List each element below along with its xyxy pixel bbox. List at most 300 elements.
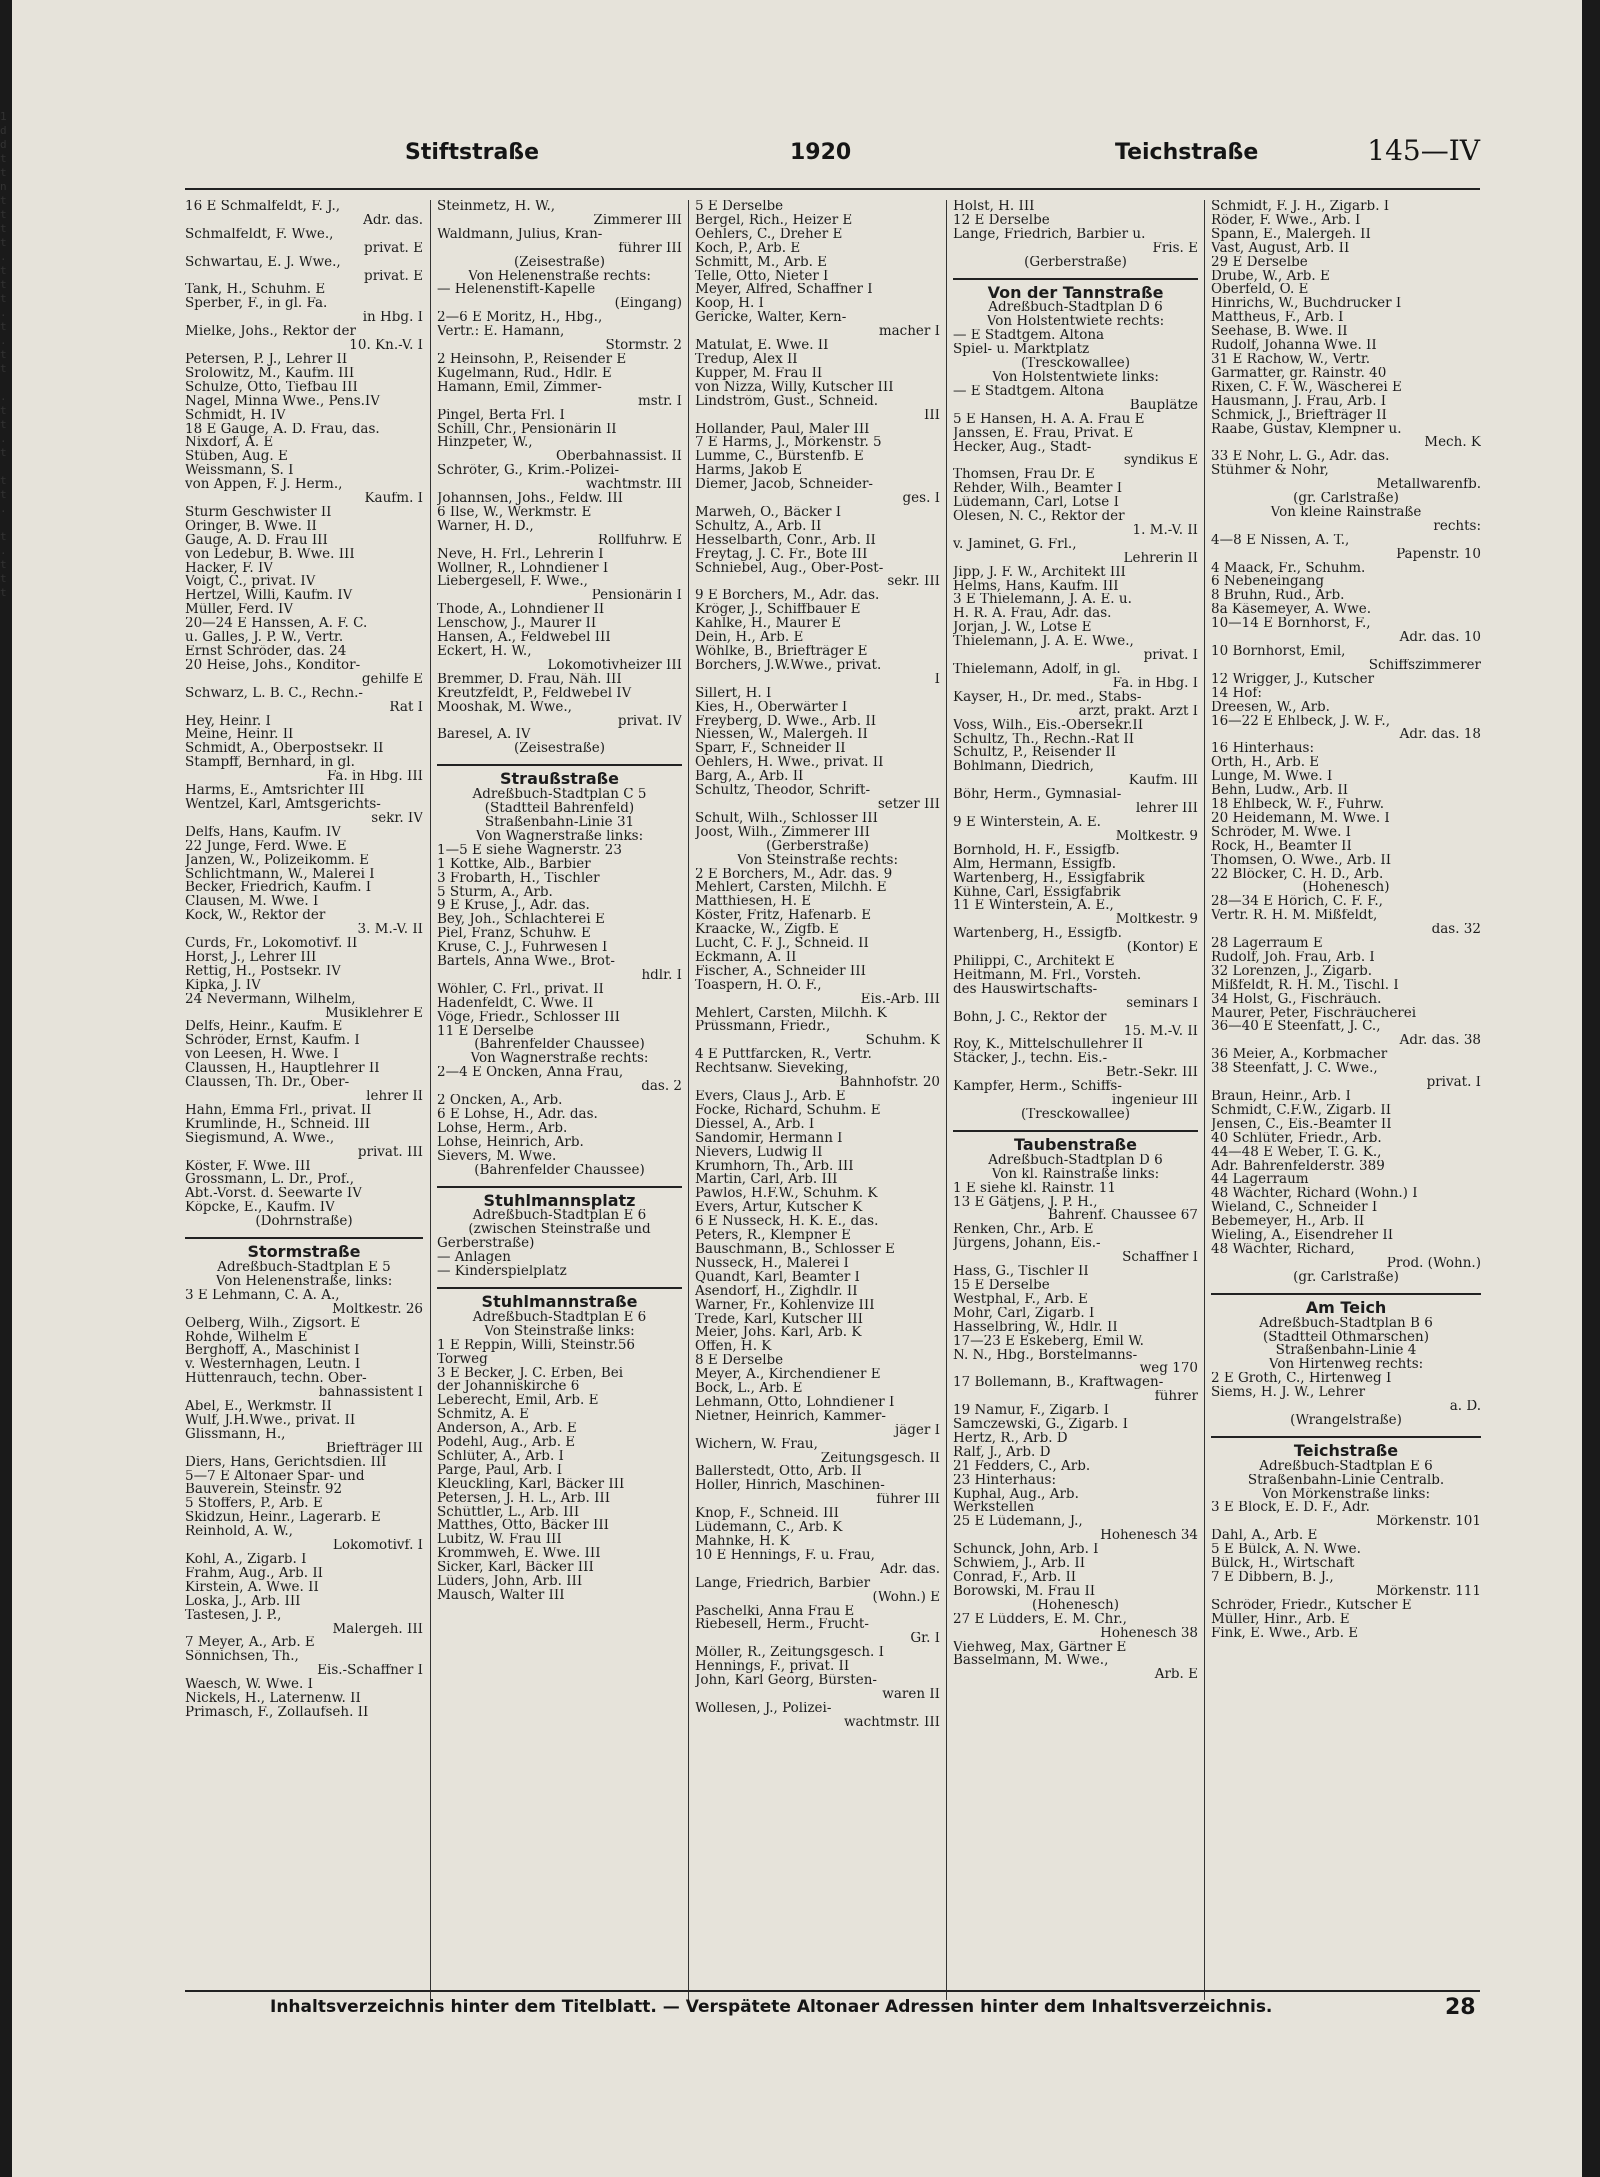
directory-entry: Kruse, C. J., Fuhrwesen I bbox=[437, 941, 608, 956]
directory-entry: 12 Wrigger, J., Kutscher bbox=[1211, 672, 1375, 687]
page-header bbox=[185, 134, 1480, 180]
directory-entry: Waesch, W. Wwe. I bbox=[185, 1678, 313, 1693]
directory-entry: Adr. das. 38 bbox=[1399, 1034, 1481, 1049]
directory-entry: das. 2 bbox=[641, 1080, 682, 1095]
directory-entry: Evers, Artur, Kutscher K bbox=[695, 1201, 863, 1216]
street-note: (Tresckowallee) bbox=[1021, 357, 1130, 371]
directory-entry: Vertr.: E. Hamann, bbox=[437, 325, 565, 340]
directory-entry: Tank, H., Schuhm. E bbox=[185, 283, 326, 298]
directory-entry: Drube, W., Arb. E bbox=[1211, 269, 1330, 284]
directory-entry: Wollner, R., Lohndiener I bbox=[437, 561, 609, 576]
street-note: Adreßbuch-Stadtplan E 6 bbox=[1259, 1459, 1433, 1474]
street-note: (gr. Carlstraße) bbox=[1293, 492, 1399, 506]
street-note: Adreßbuch-Stadtplan D 6 bbox=[988, 301, 1163, 316]
directory-entry: Piel, Franz, Schuhw. E bbox=[437, 927, 591, 942]
directory-entry: Riebesell, Herm., Frucht- bbox=[695, 1618, 869, 1633]
directory-entry: Mißfeldt, R. H. M., Tischl. I bbox=[1211, 978, 1399, 993]
directory-entry: Malergeh. III bbox=[332, 1622, 423, 1637]
street-note: (Bahrenfelder Chaussee) bbox=[474, 1163, 645, 1178]
directory-entry: Rollfuhrw. E bbox=[597, 533, 682, 548]
directory-entry: 3 E Thielemann, J. A. E. u. bbox=[953, 593, 1132, 608]
directory-entry: 44—48 E Weber, T. G. K., bbox=[1211, 1145, 1382, 1160]
directory-entry: Briefträger III bbox=[326, 1441, 423, 1456]
directory-entry: Adr. das. 18 bbox=[1399, 728, 1481, 743]
directory-entry: Neve, H. Frl., Lehrerin I bbox=[437, 547, 604, 562]
directory-entry: 17 Bollemann, B., Kraftwagen- bbox=[953, 1376, 1164, 1391]
directory-entry: macher I bbox=[878, 325, 940, 340]
directory-entry: Adr. Bahrenfelderstr. 389 bbox=[1211, 1159, 1385, 1174]
directory-entry: 48 Wächter, Richard (Wohn.) I bbox=[1211, 1187, 1418, 1202]
directory-entry: Niessen, W., Malergeh. II bbox=[695, 728, 868, 743]
directory-entry: Schmidt, F. J. H., Zigarb. I bbox=[1211, 200, 1390, 214]
directory-entry: Delfs, Hans, Kaufm. IV bbox=[185, 825, 341, 840]
directory-entry: seminars I bbox=[1126, 996, 1198, 1011]
directory-entry: Nietner, Heinrich, Kammer- bbox=[695, 1409, 886, 1424]
directory-entry: Papenstr. 10 bbox=[1396, 547, 1481, 562]
directory-entry: Hass, G., Tischler II bbox=[953, 1265, 1089, 1279]
street-note: (Dohrnstraße) bbox=[255, 1215, 353, 1230]
directory-entry: Rudolf, Johanna Wwe. II bbox=[1211, 339, 1377, 353]
directory-entry: Metallwarenfb. bbox=[1376, 478, 1481, 493]
directory-entry: Basselmann, M. Wwe., bbox=[953, 1654, 1109, 1669]
directory-entry: Wartenberg, H., Essigfabrik bbox=[953, 871, 1145, 886]
directory-entry: Nixdorf, A. E bbox=[185, 436, 274, 451]
directory-entry: Asendorf, H., Zighdlr. II bbox=[695, 1284, 858, 1299]
column-1 bbox=[185, 200, 423, 2000]
street-note: Von Holstentwiete links: bbox=[992, 370, 1159, 385]
directory-entry: 5 Sturm, A., Arb. bbox=[437, 885, 553, 900]
directory-entry: Parge, Paul, Arb. I bbox=[437, 1463, 563, 1478]
directory-entry: Koop, H. I bbox=[695, 297, 764, 312]
directory-entry: rechts: bbox=[1433, 519, 1481, 534]
column-divider bbox=[688, 200, 689, 2000]
directory-entry: ingenieur III bbox=[1111, 1094, 1198, 1108]
directory-entry: von Ledebur, B. Wwe. III bbox=[185, 547, 355, 562]
directory-entry: privat. IV bbox=[617, 714, 682, 729]
directory-entry: Kohl, A., Zigarb. I bbox=[185, 1553, 307, 1567]
street-heading: Stuhlmannstraße bbox=[437, 1287, 682, 1309]
directory-entry: Gauge, A. D. Frau III bbox=[185, 533, 328, 548]
directory-entry: 1 E Reppin, Willi, Steinstr.56 bbox=[437, 1338, 636, 1353]
directory-entry: 11 E Winterstein, A. E., bbox=[953, 899, 1114, 914]
directory-entry: Stormstr. 2 bbox=[605, 339, 682, 353]
street-heading: Teichstraße bbox=[1211, 1436, 1481, 1458]
directory-entry: Eckmann, A. II bbox=[695, 950, 797, 965]
directory-entry: Kock, W., Rektor der bbox=[185, 909, 326, 924]
directory-entry: Krumlinde, H., Schneid. III bbox=[185, 1117, 370, 1132]
directory-entry: Lokomotivheizer III bbox=[547, 658, 682, 673]
directory-entry: Tastesen, J. P., bbox=[185, 1608, 282, 1623]
directory-entry: Telle, Otto, Nieter I bbox=[695, 269, 829, 284]
directory-entry: 48 Wächter, Richard, bbox=[1211, 1242, 1355, 1257]
directory-entry: Offen, H. K bbox=[695, 1340, 772, 1355]
directory-entry: Hinrichs, W., Buchdrucker I bbox=[1211, 297, 1402, 312]
directory-entry: weg 170 bbox=[1139, 1362, 1198, 1377]
directory-entry: 18 Ehlbeck, W. F., Fuhrw. bbox=[1211, 797, 1384, 812]
directory-entry: 8 E Derselbe bbox=[695, 1354, 784, 1369]
column-divider bbox=[1204, 200, 1205, 2000]
directory-entry: Schultz, P., Reisender II bbox=[953, 746, 1116, 761]
directory-entry: 2 Heinsohn, P., Reisender E bbox=[437, 352, 627, 367]
directory-entry: Meier, Johs. Karl, Arb. K bbox=[695, 1326, 862, 1341]
directory-entry: führer III bbox=[876, 1493, 940, 1508]
directory-entry: Schultz, A., Arb. II bbox=[695, 519, 822, 534]
directory-entry: Mech. K bbox=[1424, 436, 1481, 451]
street-note: (zwischen Steinstraße und bbox=[468, 1223, 651, 1238]
directory-entry: Lindström, Gust., Schneid. bbox=[695, 394, 879, 409]
directory-entry: Evers, Claus J., Arb. E bbox=[695, 1090, 846, 1104]
directory-entry: Janssen, E. Frau, Privat. E bbox=[953, 426, 1134, 441]
directory-entry: Paschelki, Anna Frau E bbox=[695, 1604, 855, 1619]
directory-entry: Schiffszimmerer bbox=[1368, 658, 1481, 673]
directory-entry: Skidzun, Heinr., Lagerarb. E bbox=[185, 1511, 381, 1526]
directory-entry: 36 Meier, A., Korbmacher bbox=[1211, 1048, 1388, 1063]
column-4 bbox=[953, 200, 1198, 2000]
directory-entry: Zeitungsgesch. II bbox=[820, 1451, 940, 1466]
directory-entry: Lüders, John, Arb. III bbox=[437, 1575, 583, 1589]
directory-entry: 1 E siehe kl. Rainstr. 11 bbox=[953, 1181, 1116, 1196]
directory-entry: Hey, Heinr. I bbox=[185, 714, 271, 729]
directory-entry: Focke, Richard, Schuhm. E bbox=[695, 1103, 881, 1118]
directory-entry: Kreutzfeldt, P., Feldwebel IV bbox=[437, 686, 632, 701]
directory-entry: Tredup, Alex II bbox=[695, 352, 798, 367]
directory-entry: Siems, H. J. W., Lehrer bbox=[1211, 1386, 1366, 1401]
directory-entry: Toaspern, H. O. F., bbox=[695, 978, 822, 993]
directory-entry: Bahrenf. Chaussee 67 bbox=[1048, 1209, 1198, 1224]
directory-entry: 17—23 E Eskeberg, Emil W. bbox=[953, 1334, 1144, 1349]
footer-note: Inhaltsverzeichnis hinter dem Titelblatt. — Verspätete Altonaer Adressen hinter dem Inhaltsverzeichnis. bbox=[270, 1997, 1273, 2017]
directory-entry: 9 E Borchers, M., Adr. das. bbox=[695, 589, 880, 604]
street-note: (Tresckowallee) bbox=[1021, 1108, 1130, 1122]
directory-entry: a. D. bbox=[1449, 1400, 1481, 1414]
street-note: Adreßbuch-Stadtplan C 5 bbox=[472, 788, 647, 803]
directory-entry: Abt.-Vorst. d. Seewarte IV bbox=[185, 1187, 363, 1202]
directory-entry: Jipp, J. F. W., Architekt III bbox=[953, 565, 1126, 580]
street-note: Straßenbahn-Linie 4 bbox=[1275, 1344, 1417, 1359]
directory-entry: Moltkestr. 9 bbox=[1115, 913, 1198, 928]
directory-entry: Mohr, Carl, Zigarb. I bbox=[953, 1306, 1095, 1321]
directory-entry: Schaffner I bbox=[1122, 1251, 1198, 1266]
directory-entry: gehilfe E bbox=[361, 672, 423, 687]
directory-entry: Rixen, C. F. W., Wäscherei E bbox=[1211, 380, 1402, 395]
directory-entry: 34 Holst, G., Fischräuch. bbox=[1211, 992, 1382, 1007]
directory-entry: Wieland, C., Schneider I bbox=[1211, 1201, 1378, 1216]
directory-entry: 10 Bornhorst, Emil, bbox=[1211, 645, 1346, 659]
directory-entry: Mattheus, F., Arb. I bbox=[1211, 311, 1344, 326]
directory-entry: Matulat, E. Wwe. II bbox=[695, 339, 829, 353]
directory-entry: Bohn, J. C., Rektor der bbox=[953, 1010, 1107, 1025]
directory-entry: Lubitz, W. Frau III bbox=[437, 1533, 562, 1548]
directory-entry: 25 E Lüdemann, J., bbox=[953, 1515, 1083, 1530]
directory-entry: 6 Ilse, W., Werkmstr. E bbox=[437, 505, 592, 520]
directory-entry: Mielke, Johs., Rektor der bbox=[185, 325, 356, 340]
directory-entry: — Kinderspielplatz bbox=[437, 1265, 567, 1279]
directory-entry: Schulze, Otto, Tiefbau III bbox=[185, 380, 358, 395]
directory-entry: 14 Hof: bbox=[1211, 686, 1262, 701]
directory-entry: 3. M.-V. II bbox=[357, 923, 423, 938]
directory-entry: Kampfer, Herm., Schiffs- bbox=[953, 1080, 1122, 1095]
directory-entry: Kaufm. III bbox=[1128, 774, 1198, 789]
directory-entry: — Anlagen bbox=[437, 1251, 511, 1266]
directory-entry: Lehrerin II bbox=[1123, 551, 1198, 566]
directory-entry: privat. I bbox=[1143, 649, 1198, 663]
directory-entry: Delfs, Heinr., Kaufm. E bbox=[185, 1020, 343, 1035]
directory-entry: Heitmann, M. Frl., Vorsteh. bbox=[953, 968, 1142, 983]
directory-entry: von Appen, F. J. Herm., bbox=[185, 478, 343, 493]
directory-entry: Warner, Fr., Kohlenvize III bbox=[695, 1298, 875, 1313]
directory-entry: Thielemann, J. A. E. Wwe., bbox=[953, 635, 1134, 650]
directory-entry: Johannsen, Johs., Feldw. III bbox=[437, 492, 624, 506]
directory-entry: Glissmann, H., bbox=[185, 1427, 286, 1442]
directory-entry: Bornhold, H. F., Essigfb. bbox=[953, 843, 1120, 858]
directory-entry: Bauverein, Steinstr. 92 bbox=[185, 1483, 343, 1498]
directory-entry: Gerberstraße) bbox=[437, 1237, 535, 1252]
directory-entry: 7 Meyer, A., Arb. E bbox=[185, 1636, 315, 1651]
directory-entry: Borchers, J.W.Wwe., privat. bbox=[695, 658, 882, 673]
directory-entry: Schuhm. K bbox=[865, 1034, 940, 1049]
directory-entry: Peters, R., Klempner E bbox=[695, 1229, 852, 1243]
directory-entry: bahnassistent I bbox=[318, 1386, 423, 1401]
directory-entry: (Kontor) E bbox=[1126, 941, 1198, 956]
directory-entry: Schult, Wilh., Schlosser III bbox=[695, 811, 878, 826]
directory-entry: 28—34 E Hörich, C. F. F., bbox=[1211, 895, 1383, 910]
directory-entry: Thielemann, Adolf, in gl. bbox=[953, 663, 1121, 677]
directory-entry: Alm, Hermann, Essigfb. bbox=[953, 857, 1117, 872]
directory-entry: Stäcker, J., techn. Eis.- bbox=[953, 1052, 1108, 1067]
directory-entry: Petersen, P. J., Lehrer II bbox=[185, 352, 348, 367]
street-note: (Wrangelstraße) bbox=[1290, 1413, 1402, 1428]
directory-entry: Primasch, F., Zollaufseh. II bbox=[185, 1705, 369, 1720]
directory-entry: Adr. das. 10 bbox=[1399, 631, 1481, 645]
directory-entry: Lohse, Herm., Arb. bbox=[437, 1121, 568, 1136]
directory-entry: v. Jaminet, G. Frl., bbox=[953, 537, 1077, 552]
directory-entry: Curds, Fr., Lokomotivf. II bbox=[185, 937, 358, 951]
directory-entry: Fa. in Hbg. III bbox=[326, 770, 423, 785]
directory-entry: Grossmann, L. Dr., Prof., bbox=[185, 1173, 355, 1188]
directory-entry: Kuphal, Aug., Arb. bbox=[953, 1487, 1079, 1502]
directory-entry: Hausmann, J. Frau, Arb. I bbox=[1211, 394, 1387, 409]
directory-entry: Raabe, Gustav, Klempner u. bbox=[1211, 422, 1402, 437]
directory-entry: von Leesen, H. Wwe. I bbox=[185, 1048, 339, 1063]
directory-entry: Stüben, Aug. E bbox=[185, 450, 288, 465]
directory-entry: Conrad, F., Arb. II bbox=[953, 1571, 1077, 1585]
directory-entry: 5 E Hansen, H. A. A. Frau E bbox=[953, 412, 1145, 427]
directory-entry: Bauschmann, B., Schlosser E bbox=[695, 1242, 895, 1257]
directory-entry: III bbox=[924, 408, 940, 423]
directory-entry: Adr. das. bbox=[363, 213, 423, 228]
directory-entry: Clausen, M. Wwe. I bbox=[185, 895, 319, 910]
directory-entry: — Helenenstift-Kapelle bbox=[437, 283, 596, 298]
directory-entry: Fischer, A., Schneider III bbox=[695, 964, 866, 979]
directory-entry: wachtmstr. III bbox=[844, 1715, 940, 1730]
directory-entry: Anderson, A., Arb. E bbox=[437, 1422, 577, 1437]
directory-entry: Rehder, Wilh., Beamter I bbox=[953, 482, 1123, 497]
directory-entry: Helms, Hans, Kaufm. III bbox=[953, 579, 1119, 594]
directory-entry: 1 Kottke, Alb., Barbier bbox=[437, 857, 591, 872]
directory-entry: Schröder, Ernst, Kaufm. I bbox=[185, 1034, 360, 1049]
street-note: Von kl. Rainstraße links: bbox=[991, 1167, 1160, 1182]
directory-entry: privat. III bbox=[357, 1145, 423, 1160]
directory-entry: Lüdemann, C., Arb. K bbox=[695, 1521, 843, 1535]
street-note: Von Wagnerstraße links: bbox=[475, 829, 644, 844]
directory-entry: führer bbox=[1154, 1390, 1198, 1405]
directory-entry: wachtmstr. III bbox=[586, 478, 682, 493]
directory-entry: Böhr, Herm., Gymnasial- bbox=[953, 788, 1122, 803]
directory-entry: privat. I bbox=[1426, 1076, 1481, 1090]
directory-entry: Schlüter, A., Arb. I bbox=[437, 1449, 564, 1464]
directory-entry: Nickels, H., Laternenw. II bbox=[185, 1692, 361, 1706]
directory-entry: Hohenesch 38 bbox=[1100, 1626, 1198, 1641]
directory-entry: Spann, E., Malergeh. II bbox=[1211, 227, 1371, 242]
directory-entry: Vast, August, Arb. II bbox=[1211, 241, 1350, 256]
directory-entry: Müller, Ferd. IV bbox=[185, 603, 294, 618]
directory-entry: Müller, Hinr., Arb. E bbox=[1211, 1612, 1350, 1627]
directory-entry: N. N., Hbg., Borstelmanns- bbox=[953, 1348, 1138, 1363]
directory-entry: privat. E bbox=[364, 269, 423, 284]
directory-entry: Meyer, A., Kirchendiener E bbox=[695, 1368, 881, 1383]
directory-entry: Hecker, Aug., Stadt- bbox=[953, 440, 1092, 455]
directory-entry: 15 E Derselbe bbox=[953, 1278, 1050, 1293]
directory-entry: Schultz, Theodor, Schrift- bbox=[695, 784, 871, 798]
directory-entry: Oringer, B. Wwe. II bbox=[185, 519, 317, 534]
directory-entry: Diemer, Jacob, Schneider- bbox=[695, 478, 873, 493]
directory-entry: Nusseck, H., Malerei I bbox=[695, 1256, 849, 1271]
directory-entry: Claussen, Th. Dr., Ober- bbox=[185, 1076, 350, 1090]
directory-entry: Rettig, H., Postsekr. IV bbox=[185, 964, 341, 979]
directory-entry: Orth, H., Arb. E bbox=[1211, 756, 1320, 771]
header-year: 1920 bbox=[790, 140, 852, 165]
directory-entry: Matthiesen, H. E bbox=[695, 895, 812, 910]
directory-entry: hdlr. I bbox=[641, 968, 682, 983]
directory-entry: Renken, Chr., Arb. E bbox=[953, 1223, 1094, 1238]
directory-entry: Nagel, Minna Wwe., Pens.IV bbox=[185, 394, 381, 409]
directory-entry: Oehlers, C., Dreher E bbox=[695, 227, 843, 242]
directory-entry: I bbox=[934, 672, 940, 687]
directory-entry: waren II bbox=[882, 1687, 940, 1702]
directory-entry: Sperber, F., in gl. Fa. bbox=[185, 297, 328, 312]
street-note: Von Wagnerstraße rechts: bbox=[470, 1052, 649, 1067]
directory-entry: 5—7 E Altonaer Spar- und bbox=[185, 1469, 365, 1484]
directory-entry: Sillert, H. I bbox=[695, 686, 772, 701]
directory-entry: Lenschow, J., Maurer II bbox=[437, 617, 597, 632]
directory-entry: 6 Nebeneingang bbox=[1211, 575, 1325, 590]
directory-entry: Hahn, Emma Frl., privat. II bbox=[185, 1103, 372, 1118]
street-note: Adreßbuch-Stadtplan E 6 bbox=[472, 1209, 647, 1224]
directory-entry: Fink, E. Wwe., Arb. E bbox=[1211, 1626, 1359, 1641]
directory-entry: Sicker, Karl, Bäcker III bbox=[437, 1561, 594, 1576]
directory-entry: Kahlke, H., Maurer E bbox=[695, 617, 842, 632]
directory-entry: Kaufm. I bbox=[364, 492, 423, 506]
street-heading: Stuhlmannsplatz bbox=[437, 1186, 682, 1208]
directory-entry: Jorjan, J. W., Lotse E bbox=[953, 621, 1092, 636]
column-divider bbox=[430, 200, 431, 2000]
directory-entry: 10. Kn.-V. I bbox=[349, 339, 423, 353]
directory-entry: Schröder, M. Wwe. I bbox=[1211, 825, 1352, 840]
street-note: Adreßbuch-Stadtplan D 6 bbox=[988, 1153, 1163, 1168]
header-left-street: Stiftstraße bbox=[405, 140, 540, 165]
directory-entry: Hollander, Paul, Maler III bbox=[695, 422, 870, 437]
directory-entry: Mooshak, M. Wwe., bbox=[437, 700, 572, 715]
directory-entry: 22 Blöcker, C. H. D., Arb. bbox=[1211, 867, 1384, 882]
column-2 bbox=[437, 200, 682, 2000]
street-note: (Hohenesch) bbox=[1032, 1598, 1119, 1613]
directory-entry: 2—4 E Oncken, Anna Frau, bbox=[437, 1066, 624, 1081]
directory-entry: Becker, Friedrich, Kaufm. I bbox=[185, 881, 372, 896]
directory-entry: H. R. A. Frau, Adr. das. bbox=[953, 607, 1112, 622]
street-note: Adreßbuch-Stadtplan E 6 bbox=[472, 1310, 647, 1325]
directory-entry: 27 E Lüdders, E. M. Chr., bbox=[953, 1612, 1127, 1627]
directory-entry: Prod. (Wohn.) bbox=[1386, 1256, 1481, 1271]
directory-entry: Bremmer, D. Frau, Näh. III bbox=[437, 672, 622, 687]
directory-entry: Voss, Wilh., Eis.-Obersekr.II bbox=[953, 718, 1144, 733]
directory-entry: 19 Namur, F., Zigarb. I bbox=[953, 1404, 1109, 1419]
street-note: Von Steinstraße rechts: bbox=[736, 853, 899, 868]
directory-entry: Lunge, M. Wwe. I bbox=[1211, 770, 1333, 785]
directory-entry: Garmatter, gr. Rainstr. 40 bbox=[1211, 366, 1387, 381]
directory-entry: lehrer II bbox=[366, 1090, 423, 1104]
directory-entry: Oberbahnassist. II bbox=[555, 450, 682, 465]
directory-entry: 29 E Derselbe bbox=[1211, 255, 1308, 270]
directory-entry: Rohde, Wilhelm E bbox=[185, 1330, 308, 1345]
directory-entry: 15. M.-V. II bbox=[1123, 1024, 1198, 1039]
directory-entry: v. Westernhagen, Leutn. I bbox=[185, 1358, 361, 1373]
directory-entry: Matthes, Otto, Bäcker III bbox=[437, 1519, 609, 1534]
directory-entry: Harms, Jakob E bbox=[695, 464, 803, 479]
directory-entry: Kugelmann, Rud., Hdlr. E bbox=[437, 366, 612, 381]
directory-entry: Schniebel, Aug., Ober-Post- bbox=[695, 561, 884, 576]
directory-entry: Lüdemann, Carl, Lotse I bbox=[953, 496, 1119, 511]
directory-entry: Seehase, B. Wwe. II bbox=[1211, 325, 1348, 340]
directory-entry: Bohlmann, Diedrich, bbox=[953, 760, 1094, 775]
directory-entry: Moltkestr. 9 bbox=[1115, 829, 1198, 844]
street-note: Von Steinstraße links: bbox=[484, 1324, 635, 1339]
directory-entry: Eis.-Schaffner I bbox=[317, 1664, 423, 1679]
directory-entry: privat. E bbox=[364, 241, 423, 256]
directory-entry: 10 E Hennings, F. u. Frau, bbox=[695, 1548, 875, 1563]
directory-entry: Torweg bbox=[437, 1352, 488, 1367]
directory-entry: Kühne, Carl, Essigfabrik bbox=[953, 885, 1121, 900]
directory-entry: Wartenberg, H., Essigfb. bbox=[953, 927, 1122, 942]
directory-entry: Lokomotivf. I bbox=[332, 1539, 423, 1553]
directory-entry: Behn, Ludw., Arb. II bbox=[1211, 784, 1349, 798]
directory-entry: Barg, A., Arb. II bbox=[695, 770, 804, 785]
directory-entry: das. 32 bbox=[1431, 923, 1481, 938]
directory-entry: Freyberg, D. Wwe., Arb. II bbox=[695, 714, 877, 729]
directory-entry: Joost, Wilh., Zimmerer III bbox=[695, 825, 870, 840]
directory-entry: Sandomir, Hermann I bbox=[695, 1131, 843, 1146]
directory-entry: Lohse, Heinrich, Arb. bbox=[437, 1135, 584, 1150]
header-page-number: 145—IV bbox=[1367, 134, 1480, 167]
directory-entry: Liebergesell, F. Wwe., bbox=[437, 575, 588, 590]
directory-entry: Harms, E., Amtsrichter III bbox=[185, 784, 365, 798]
directory-entry: Adr. das. bbox=[880, 1562, 940, 1577]
directory-entry: Rock, H., Beamter II bbox=[1211, 839, 1352, 854]
footer-page-number: 28 bbox=[1445, 1995, 1476, 2020]
directory-entry: 32 Lorenzen, J., Zigarb. bbox=[1211, 964, 1373, 979]
directory-entry: Eckert, H. W., bbox=[437, 645, 532, 659]
directory-entry: Nievers, Ludwig II bbox=[695, 1145, 823, 1160]
directory-entry: Rudolf, Joh. Frau, Arb. I bbox=[1211, 950, 1375, 965]
street-note: Von Helenenstraße, links: bbox=[215, 1274, 393, 1289]
directory-entry: Oehlers, H. Wwe., privat. II bbox=[695, 756, 884, 771]
directory-entry: 1. M.-V. II bbox=[1132, 523, 1198, 538]
directory-entry: John, Karl Georg, Bürsten- bbox=[695, 1674, 877, 1688]
directory-entry: Thode, A., Lohndiener II bbox=[437, 603, 605, 618]
directory-entry: Krumhorn, Th., Arb. III bbox=[695, 1159, 854, 1174]
directory-entry: Viehweg, Max, Gärtner E bbox=[953, 1640, 1127, 1655]
directory-entry: sekr. III bbox=[887, 575, 940, 590]
directory-entry: 9 E Kruse, J., Adr. das. bbox=[437, 899, 590, 914]
